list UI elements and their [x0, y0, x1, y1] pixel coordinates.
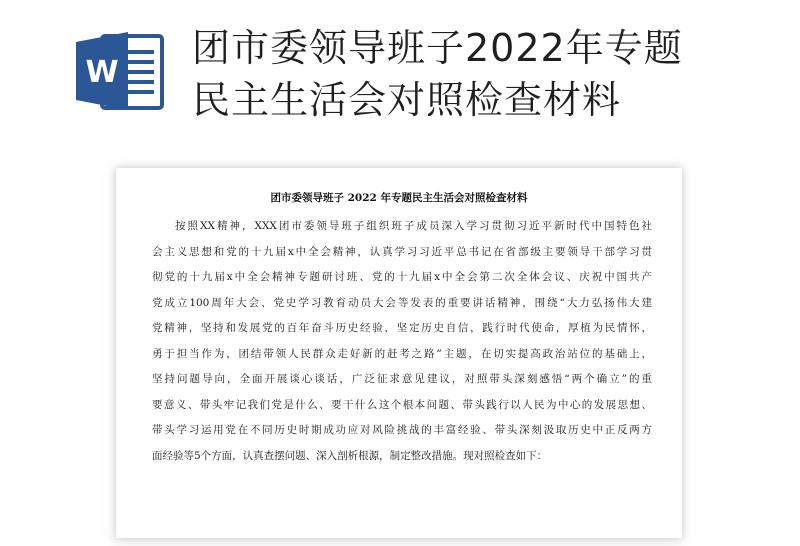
page-title [192, 22, 752, 126]
word-icon [74, 30, 166, 112]
page-title-line-1: 团市委领导班子2022年专题 [192, 26, 683, 70]
document-line: 党精神，坚持和发展党的百年奋斗历史经验，坚定历史自信，践行时代使命，厚植为民情怀， [152, 322, 652, 334]
document-line: 要意义、带头牢记我们党是什么、要干什么这个根本问题、带头践行以人民为中心的发展思想、 [152, 398, 652, 411]
header [0, 0, 800, 160]
word-icon-letter: W [85, 55, 119, 90]
document-line: 彻党的十九届x中全会精神专题研讨班、党的十九届x中全会第二次全体会议、庆祝中国共产 [152, 271, 652, 283]
document-line: 勇于担当作为，团结带领人民群众走好新的赶考之路”主题，在切实提高政治站位的基础上， [152, 347, 652, 360]
document-title: 团市委领导班子 2022 年专题民主生活会对照检查材料 [270, 192, 528, 204]
document-line: 面经验等5个方面，认真查摆问题、深入剖析根源，制定整改措施。现对照检查如下： [152, 449, 548, 462]
page-title-line-2: 民主生活会对照检查材料 [192, 78, 622, 122]
document-line: 带头学习运用党在不同历史时期成功应对风险挑战的丰富经验、带头深刻汲取历史中正反两方 [152, 424, 652, 436]
document-body [152, 218, 652, 473]
document-line: 党成立100周年大会、党史学习教育动员大会等发表的重要讲话精神，围绕“大力弘扬伟大建 [152, 296, 652, 309]
document-page [116, 168, 682, 538]
document-line: 坚持问题导向，全面开展谈心谈话，广泛征求意见建议，对照带头深刻感悟“两个确立”的重 [152, 373, 652, 385]
document-line: 会主义思想和党的十九届x中全会精神，认真学习习近平总书记在省部级主要领导干部学习贯 [152, 245, 652, 258]
document-line: 按照XX精神，XXX团市委领导班子组织班子成员深入学习贯彻习近平新时代中国特色社 [175, 220, 652, 232]
